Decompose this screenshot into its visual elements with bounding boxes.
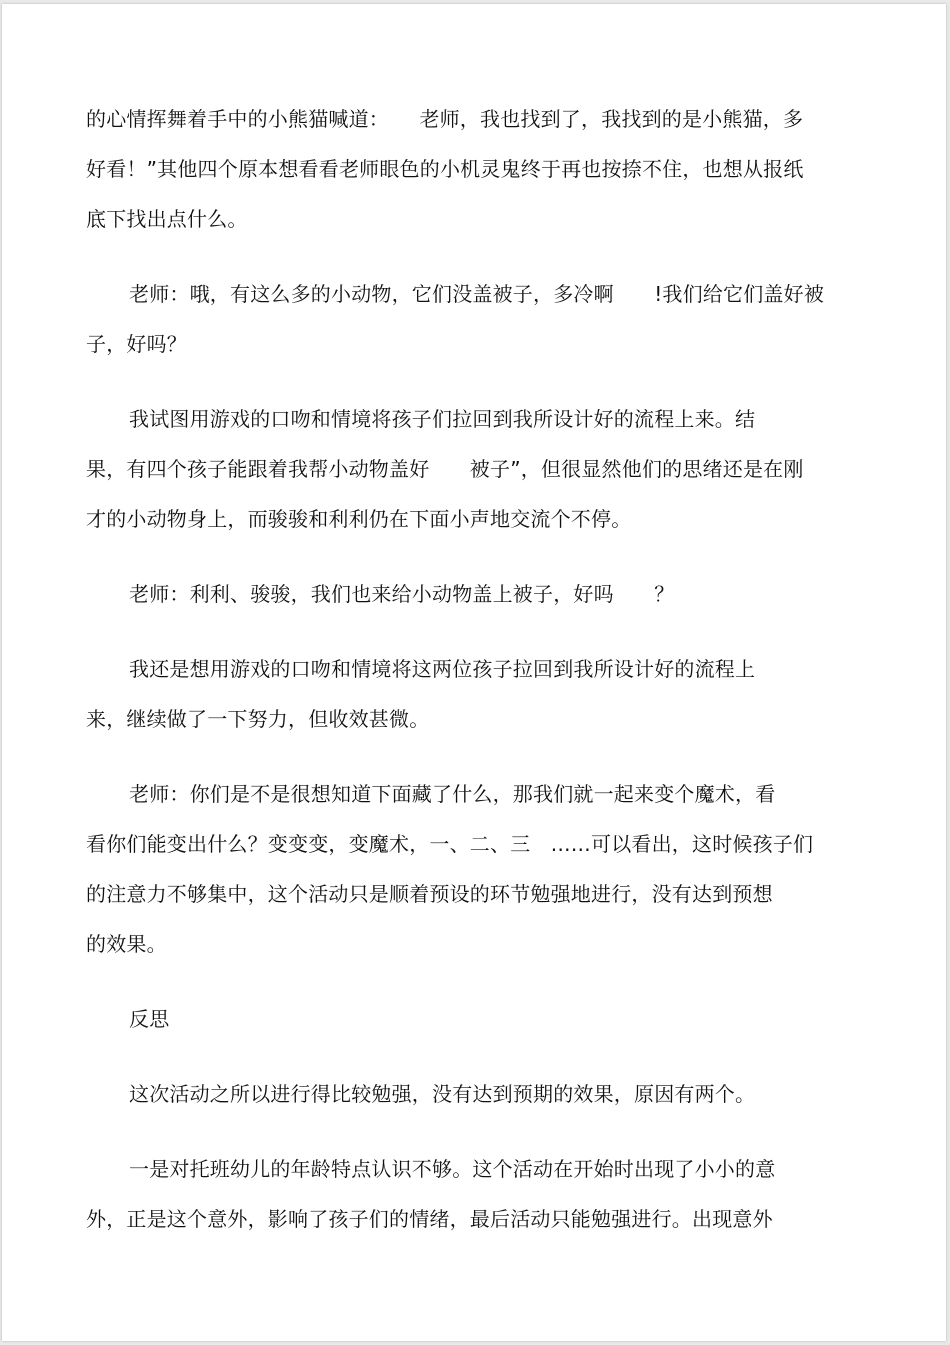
text-line: 的效果。: [86, 932, 167, 956]
text-line: 底下找出点什么。: [86, 207, 248, 231]
text-line: 才的小动物身上，而骏骏和利利仍在下面小声地交流个不停。: [86, 507, 632, 531]
text-line: 一是对托班幼儿的年龄特点认识不够。这个活动在开始时出现了小小的意: [129, 1157, 776, 1181]
text-line: 来，继续做了一下努力，但收效甚微。: [86, 707, 430, 731]
document-page: [2, 4, 946, 1341]
text-line: 老师：利利、骏骏，我们也来给小动物盖上被子，好吗 ？: [129, 582, 675, 606]
text-line: 我还是想用游戏的口吻和情境将这两位孩子拉回到我所设计好的流程上: [129, 657, 756, 681]
text-line: 这次活动之所以进行得比较勉强，没有达到预期的效果，原因有两个。: [129, 1082, 756, 1106]
text-line: 子，好吗？: [86, 332, 187, 356]
text-line: 好看！”其他四个原本想看看老师眼色的小机灵鬼终于再也按捺不住，也想从报纸: [86, 157, 804, 181]
text-line: 老师：你们是不是很想知道下面藏了什么，那我们就一起来变个魔术，看: [129, 782, 776, 806]
text-line: 看你们能变出什么？变变变，变魔术，一、二、三 ……可以看出，这时候孩子们: [86, 832, 814, 856]
text-line: 老师：哦，有这么多的小动物，它们没盖被子，多冷啊 !我们给它们盖好被: [129, 282, 825, 306]
text-line: 我试图用游戏的口吻和情境将孩子们拉回到我所设计好的流程上来。结: [129, 407, 756, 431]
text-line: 外，正是这个意外，影响了孩子们的情绪，最后活动只能勉强进行。出现意外: [86, 1207, 773, 1231]
text-line: 果，有四个孩子能跟着我帮小动物盖好 被子”，但很显然他们的思绪还是在刚: [86, 457, 804, 481]
section-heading: 反思: [129, 1007, 170, 1031]
text-line: 的心情挥舞着手中的小熊猫喊道： 老师，我也找到了，我找到的是小熊猫，多: [86, 107, 804, 131]
text-line: 的注意力不够集中，这个活动只是顺着预设的环节勉强地进行，没有达到预想: [86, 882, 773, 906]
